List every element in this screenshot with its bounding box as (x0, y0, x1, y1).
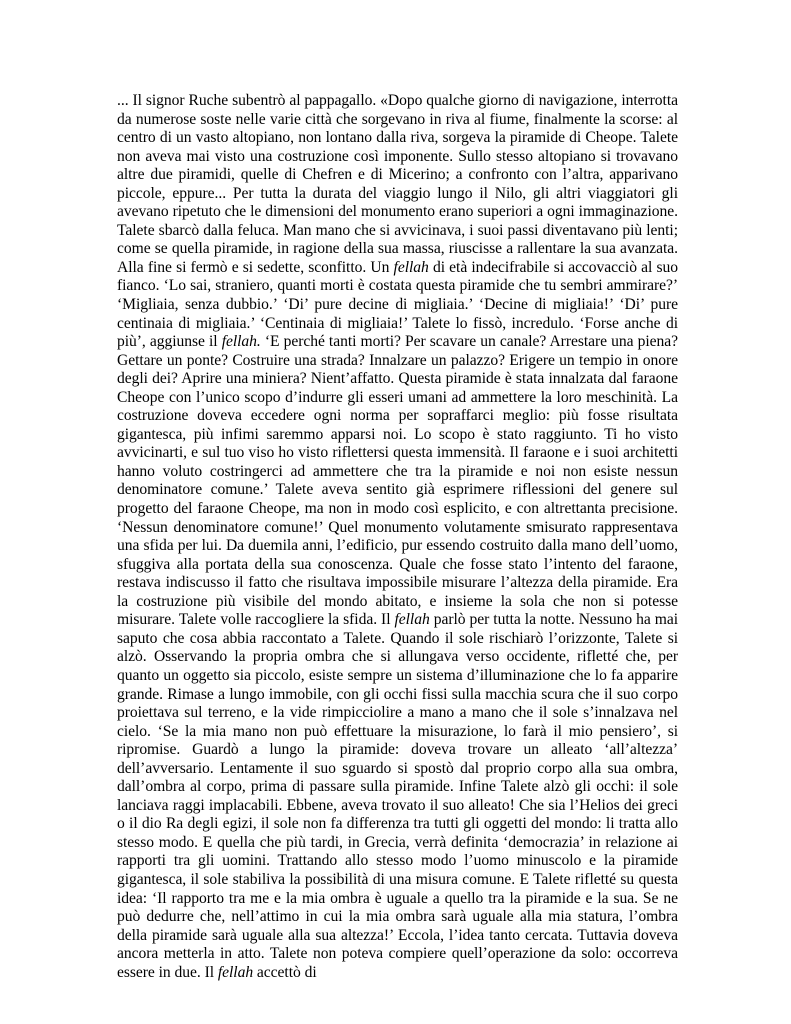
body-paragraph (117, 92, 678, 982)
text-run: ... Il signor Ruche subentrò al pappagallo. «Dopo qualche giorno di navigazione, interrotta da numerose soste nelle varie città che sorgevano in riva al fiume, finalmente la scorse: al centro di un vasto altopiano, non lontano dalla riva, sorgeva la piramide di Cheope. Talete non aveva mai visto una costruzione così imponente. Sullo stesso altopiano si trovavano altre due piramidi, quelle di Chefren e di Micerino; a confronto con l’altra, apparivano piccole, eppure... Per tutta la durata del viaggio lungo il Nilo, gli altri viaggiatori gli avevano ripetuto che le dimensioni del monumento erano superiori a ogni immaginazione. Talete sbarcò dalla feluca. Man mano che si avvicinava, i suoi passi diventavano più lenti; come se quella piramide, in ragione della sua massa, riuscisse a rallentare la sua avanzata. Alla fine si fermò e si sedette, sconfitto. Un (117, 92, 678, 276)
italic-word: fellah (393, 258, 429, 276)
document-page (117, 92, 678, 982)
italic-word: fellah (217, 963, 254, 981)
text-run: accettò di (253, 963, 317, 981)
text-run: ‘E perché tanti morti? Per scavare un canale? Arrestare una piena? Gettare un ponte? Costruire una strada? Innalzare un palazzo? Erigere un tempio in onore degli dei? Aprire una miniera? Nient’affatto. Questa piramide è stata innalzata dal faraone Cheope con l’unico scopo d’indurre gli esseri umani ad ammettere la loro meschinità. La costruzione doveva eccedere ogni norma per sopraffarci meglio: più fosse risultata gigantesca, più infimi saremmo apparsi noi. Lo scopo è stato raggiunto. Ti ho visto avvicinarti, e sul tuo viso ho visto riflettersi questa immensità. Il faraone e i suoi architetti hanno voluto costringerci ad ammettere che tra la piramide e noi non esiste nessun denominatore comune.’ Talete aveva sentito già esprimere riflessioni del genere sul progetto del faraone Cheope, ma non in modo così esplicito, e con altrettanta precisione. ‘Nessun denominatore comune!’ Quel monumento volutamente smisurato rappresentava una sfida per lui. Da duemila anni, l’edificio, pur essendo costruito dalla mano dell’uomo, sfuggiva alla portata della sua conoscenza. Quale che fosse stato l’intento del faraone, restava indiscusso il fatto che risultava impossibile misurare l’altezza della piramide. Era la costruzione più visibile del mondo abitato, e insieme la sola che non si potesse misurare. Talete volle raccogliere la sfida. Il (117, 333, 678, 629)
italic-word: fellah. (221, 333, 261, 351)
italic-word: fellah (394, 611, 430, 629)
text-run: di età indecifrabile si accovacciò al suo fianco. ‘Lo sai, straniero, quanti morti è costata questa piramide che tu sembri ammirare?’ ‘Migliaia, senza dubbio.’ ‘Di’ pure decine di migliaia.’ ‘Decine di migliaia!’ ‘Di’ pure centinaia di migliaia.’ ‘Centinaia di migliaia!’ Talete lo fissò, incredulo. ‘Forse anche di più’, aggiunse il (117, 258, 678, 351)
text-run: parlò per tutta la notte. Nessuno ha mai saputo che cosa abbia raccontato a Talete. Quando il sole rischiarò l’orizzonte, Talete si alzò. Osservando la propria ombra che si allungava verso occidente, rifletté che, per quanto un oggetto sia piccolo, esiste sempre un sistema d’illuminazione che lo fa apparire grande. Rimase a lungo immobile, con gli occhi fissi sulla macchia scura che il suo corpo proiettava sul terreno, e la vide rimpicciolire a mano a mano che il sole s’innalzava nel cielo. ‘Se la mia mano non può effettuare la misurazione, lo farà il mio pensiero’, si ripromise. Guardò a lungo la piramide: doveva trovare un alleato ‘all’altezza’ dell’avversario. Lentamente il suo sguardo si spostò dal proprio corpo alla sua ombra, dall’ombra al corpo, prima di passare sulla piramide. Infine Talete alzò gli occhi: il sole lanciava raggi implacabili. Ebbene, aveva trovato il suo alleato! Che sia l’Helios dei greci o il dio Ra degli egizi, il sole non fa differenza tra tutti gli oggetti del mondo: li tratta allo stesso modo. E quella che più tardi, in Grecia, verrà definita ‘democrazia’ in relazione ai rapporti tra gli uomini. Trattando allo stesso modo l’uomo minuscolo e la piramide gigantesca, il sole stabiliva la possibilità di una misura comune. E Talete rifletté su questa idea: ‘Il rapporto tra me e la mia ombra è uguale a quello tra la piramide e la sua. Se ne può dedurre che, nell’attimo in cui la mia ombra sarà uguale alla mia statura, l’ombra della piramide sarà uguale alla sua altezza!’ Eccola, l’idea tanto cercata. Tuttavia doveva ancora metterla in atto. Talete non poteva compiere quell’operazione da solo: occorreva essere in due. Il (117, 611, 678, 981)
